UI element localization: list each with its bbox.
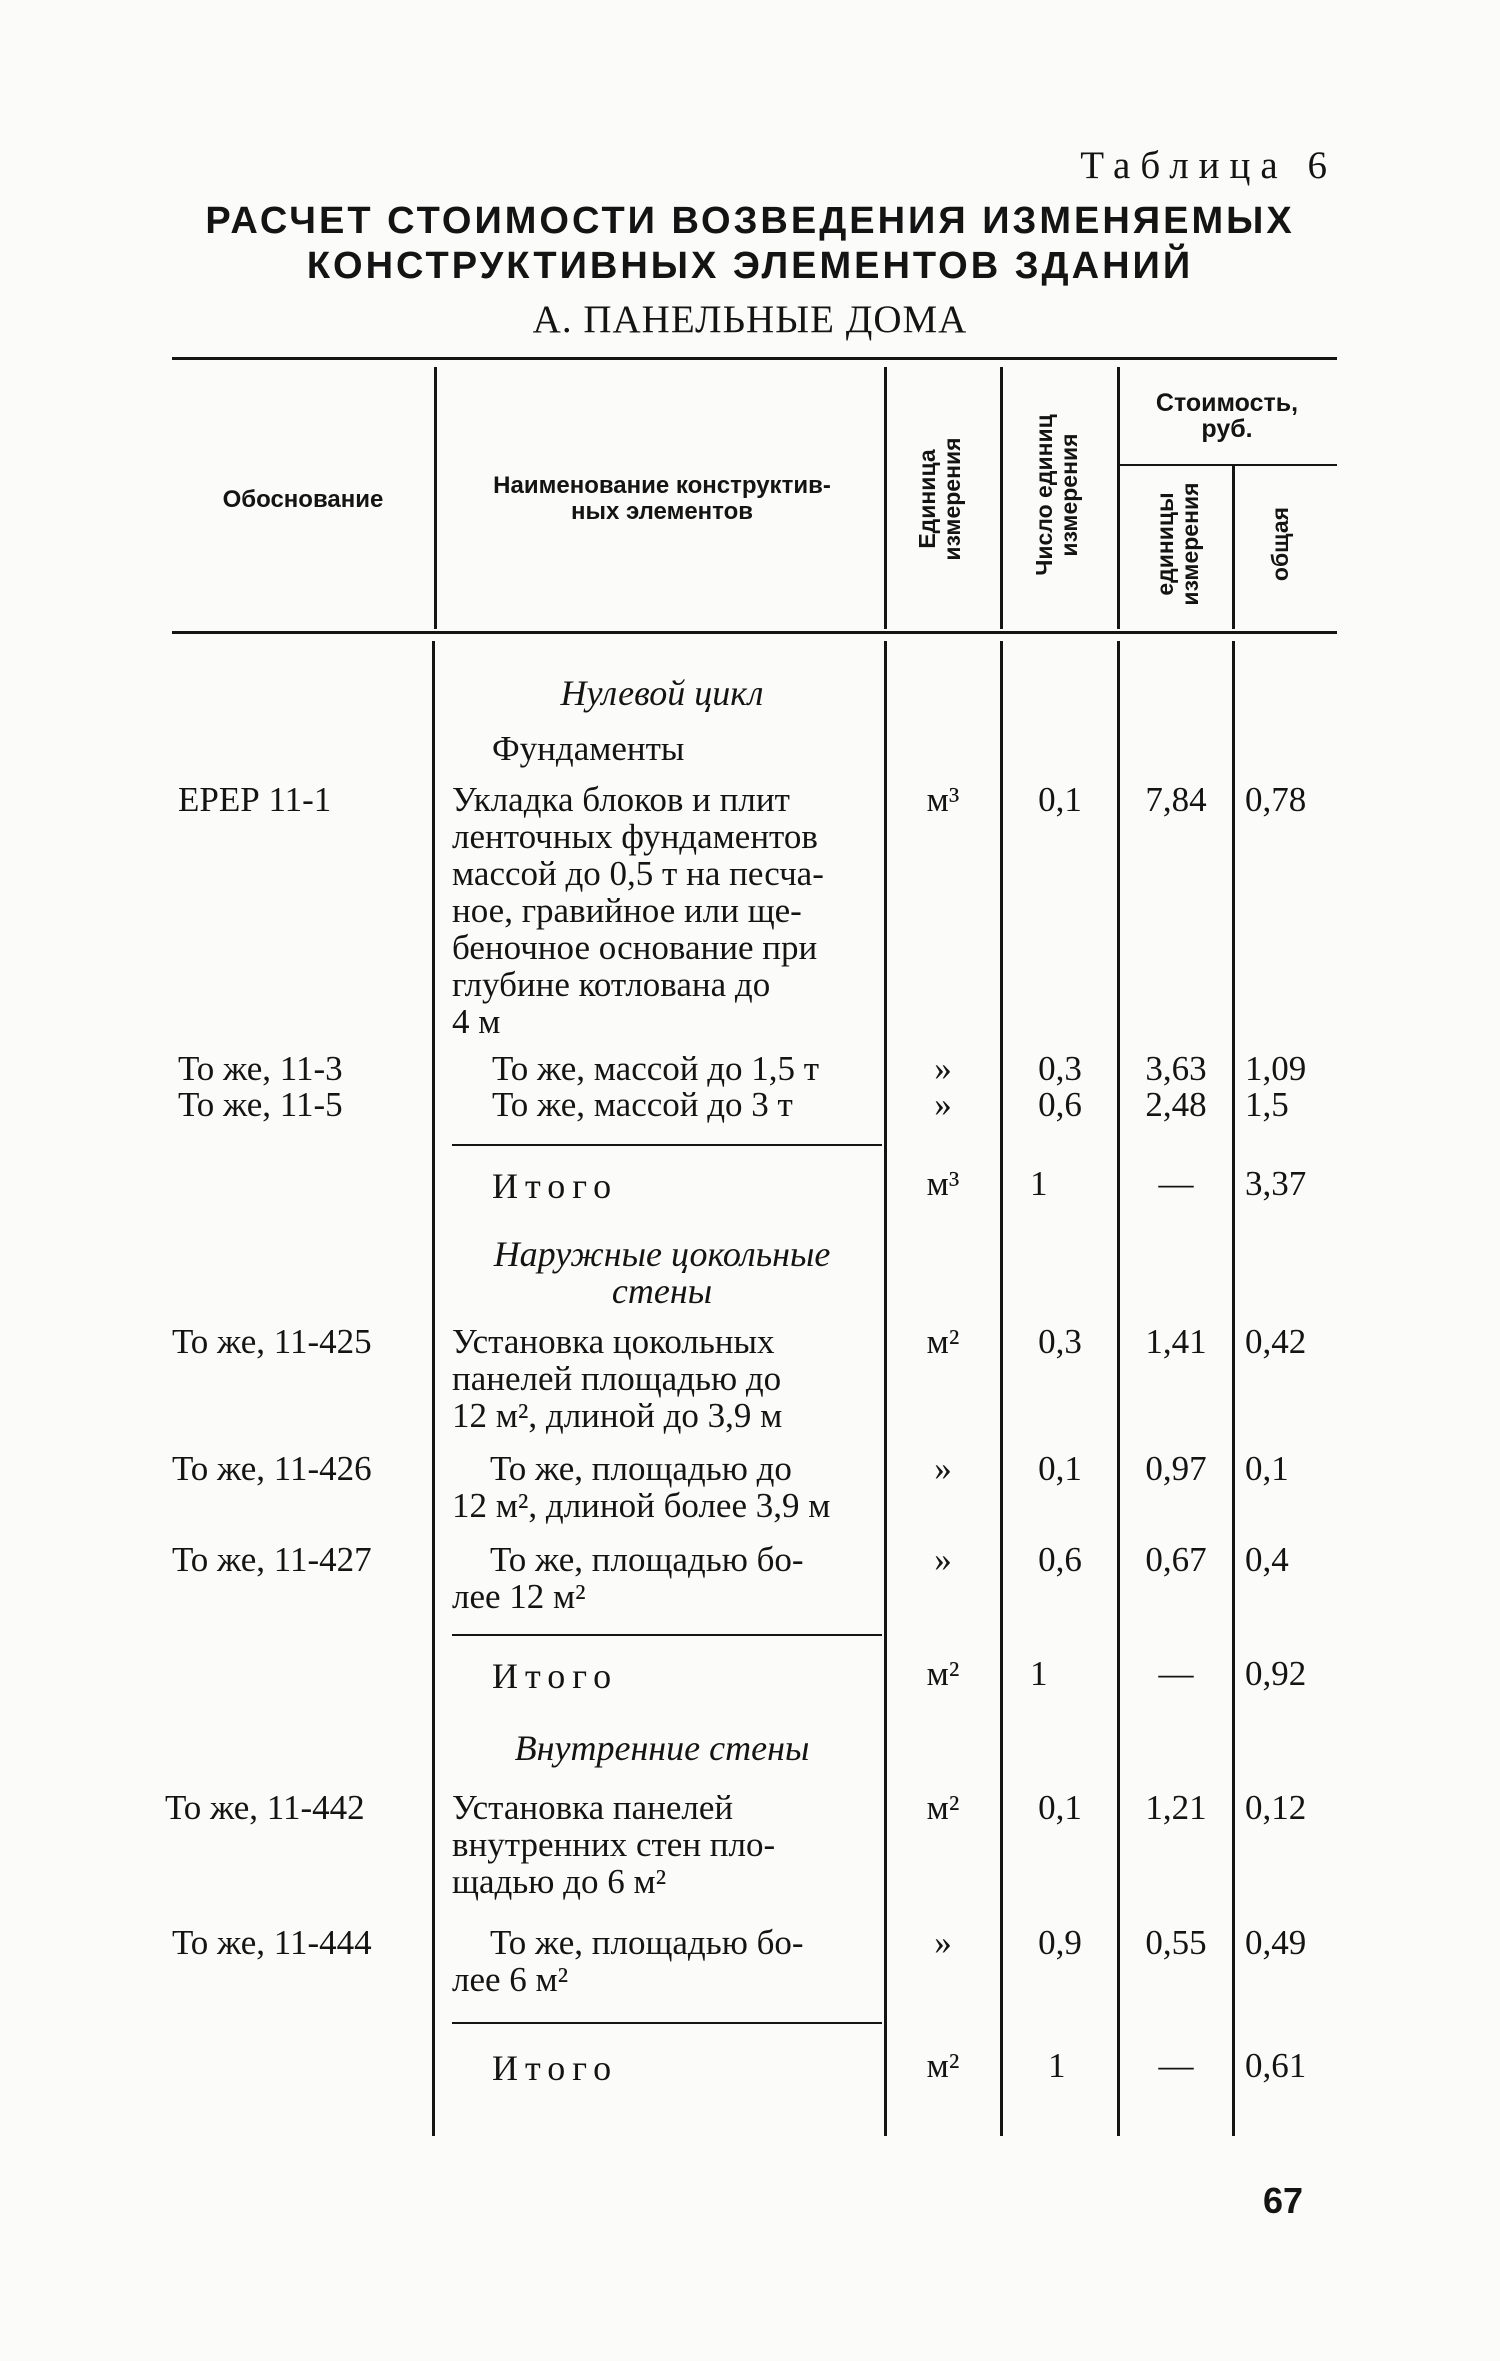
subtotal-rule-2 <box>452 1634 882 1636</box>
subtotal-rule-1 <box>452 1144 882 1146</box>
row-basis: То же, 11-427 <box>172 1540 372 1579</box>
header-bottom-rule <box>172 631 1337 634</box>
row-unit-cost: 1,41 <box>1145 1322 1207 1361</box>
header-divider-3 <box>1000 367 1003 629</box>
row-name <box>452 781 874 1040</box>
row-name-line: Установка панелей <box>452 1788 734 1827</box>
row-count: 0,6 <box>1038 1540 1082 1579</box>
section-plinth-walls <box>440 1236 884 1310</box>
page-number: 67 <box>1263 2180 1304 2221</box>
row-unit: » <box>934 1049 952 1088</box>
row-unit-cost: 7,84 <box>1145 780 1207 819</box>
subtotal-label: Итого <box>492 2048 619 2088</box>
section-plinth-walls-line-1: Наружные цокольные <box>493 1234 831 1274</box>
row-unit: м² <box>926 1322 960 1361</box>
subtotal-unit: м³ <box>926 1164 960 1203</box>
table-title-line-2: КОНСТРУКТИВНЫХ ЭЛЕМЕНТОВ ЗДАНИЙ <box>306 245 1194 287</box>
section-plinth-walls-line-2: стены <box>611 1271 713 1311</box>
subtotal-count: 1 <box>1030 1164 1048 1203</box>
table-subtitle: А. ПАНЕЛЬНЫЕ ДОМА <box>532 298 968 341</box>
section-inner-walls: Внутренние стены <box>514 1728 810 1768</box>
row-name <box>452 1323 874 1434</box>
row-unit-cost: 1,21 <box>1145 1788 1207 1827</box>
row-name <box>452 1924 874 1998</box>
row-name-line: 12 м², длиной до 3,9 м <box>452 1396 783 1435</box>
row-count: 0,3 <box>1038 1322 1082 1361</box>
row-unit-cost: 0,67 <box>1145 1540 1207 1579</box>
row-unit: » <box>934 1449 952 1488</box>
row-unit: » <box>934 1085 952 1124</box>
row-unit: м³ <box>926 780 960 819</box>
row-name-line: То же, площадью бо- <box>490 1923 804 1962</box>
subtotal-label: Итого <box>492 1656 619 1696</box>
row-basis: То же, 11-425 <box>172 1322 372 1361</box>
body-divider-1 <box>432 641 435 2136</box>
section-foundations: Фундаменты <box>492 729 685 768</box>
subtotal-total: 3,37 <box>1245 1164 1307 1203</box>
row-name-line: Укладка блоков и плит <box>452 780 790 819</box>
row-name-line: лее 6 м² <box>452 1960 569 1999</box>
row-name: То же, массой до 1,5 т <box>492 1049 820 1088</box>
row-name-line: массой до 0,5 т на песча- <box>452 854 824 893</box>
row-name-line: панелей площадью до <box>452 1359 782 1398</box>
row-basis: То же, 11-444 <box>172 1923 372 1962</box>
cost-header-rule <box>1117 464 1337 466</box>
subtotal-unit: м² <box>926 2046 960 2085</box>
header-unit-line-1: Единица <box>914 449 940 549</box>
row-count: 0,3 <box>1038 1049 1082 1088</box>
section-zero-cycle: Нулевой цикл <box>560 673 764 713</box>
header-unit-cost <box>1153 469 1207 619</box>
row-unit-cost: 0,97 <box>1145 1449 1207 1488</box>
row-basis: То же, 11-3 <box>178 1049 343 1088</box>
subtotal-unit: м² <box>926 1654 960 1693</box>
row-basis: То же, 11-5 <box>178 1085 343 1124</box>
row-name-line: щадью до 6 м² <box>452 1862 667 1901</box>
header-count-line-2: измерения <box>1056 433 1082 557</box>
subtotal-count: 1 <box>1030 1654 1048 1693</box>
row-total: 1,5 <box>1245 1085 1289 1124</box>
row-unit: » <box>934 1540 952 1579</box>
row-name-line: Установка цокольных <box>452 1322 775 1361</box>
row-name <box>452 1789 874 1900</box>
row-name <box>452 1450 874 1524</box>
row-unit-cost: 2,48 <box>1145 1085 1207 1124</box>
body-divider-3 <box>1000 641 1003 2136</box>
row-total: 0,49 <box>1245 1923 1307 1962</box>
header-unit-cost-line-2: измерения <box>1177 482 1203 606</box>
header-count <box>1032 375 1086 615</box>
row-basis: То же, 11-442 <box>165 1788 365 1827</box>
body-divider-5 <box>1232 641 1235 2136</box>
row-name-line: глубине котлована до <box>452 965 771 1004</box>
row-name-line: 12 м², длиной более 3,9 м <box>452 1486 831 1525</box>
header-divider-1 <box>434 367 437 629</box>
row-name-line: 4 м <box>452 1002 501 1041</box>
row-count: 0,6 <box>1038 1085 1082 1124</box>
subtotal-rule-3 <box>452 2022 882 2024</box>
row-name-line: ное, гравийное или ще- <box>452 891 802 930</box>
subtotal-label: Итого <box>492 1166 619 1206</box>
row-total: 0,42 <box>1245 1322 1307 1361</box>
header-count-line-1: Число единиц <box>1031 414 1057 576</box>
row-unit: м² <box>926 1788 960 1827</box>
header-unit-line-2: измерения <box>939 437 965 561</box>
row-total: 0,12 <box>1245 1788 1307 1827</box>
subtotal-count: 1 <box>1048 2046 1066 2085</box>
row-name-line: То же, площадью бо- <box>490 1540 804 1579</box>
table-caption: Таблица 6 <box>1080 144 1337 187</box>
header-name <box>440 473 884 525</box>
header-unit-cost-line-1: единицы <box>1152 492 1178 596</box>
row-total: 0,78 <box>1245 780 1307 819</box>
row-unit-cost: 3,63 <box>1145 1049 1207 1088</box>
row-name: То же, массой до 3 т <box>492 1085 793 1124</box>
row-count: 0,1 <box>1038 1449 1082 1488</box>
header-unit <box>915 399 969 599</box>
subtotal-unit-cost: — <box>1158 1654 1194 1693</box>
row-basis: ЕРЕР 11-1 <box>178 780 332 819</box>
body-divider-2 <box>884 641 887 2136</box>
row-count: 0,1 <box>1038 780 1082 819</box>
header-divider-2 <box>884 367 887 629</box>
header-name-line-2: ных элементов <box>570 498 754 525</box>
header-total: общая <box>1267 506 1293 582</box>
row-total: 0,1 <box>1245 1449 1289 1488</box>
header-name-line-1: Наименование конструктив- <box>493 472 831 499</box>
header-cost <box>1117 390 1337 442</box>
row-unit-cost: 0,55 <box>1145 1923 1207 1962</box>
subtotal-total: 0,61 <box>1245 2046 1307 2085</box>
header-divider-5 <box>1232 466 1235 629</box>
row-name <box>452 1541 874 1615</box>
row-basis: То же, 11-426 <box>172 1449 372 1488</box>
row-name-line: внутренних стен пло- <box>452 1825 776 1864</box>
subtotal-unit-cost: — <box>1158 1164 1194 1203</box>
row-unit: » <box>934 1923 952 1962</box>
row-count: 0,9 <box>1038 1923 1082 1962</box>
row-total: 0,4 <box>1245 1540 1289 1579</box>
row-name-line: беночное основание при <box>452 928 818 967</box>
table-title-line-1: РАСЧЕТ СТОИМОСТИ ВОЗВЕДЕНИЯ ИЗМЕНЯЕМЫХ <box>205 200 1295 242</box>
subtotal-total: 0,92 <box>1245 1654 1307 1693</box>
header-cost-line-2: руб. <box>1201 415 1253 443</box>
header-cost-line-1: Стоимость, <box>1155 389 1299 417</box>
row-count: 0,1 <box>1038 1788 1082 1827</box>
subtotal-unit-cost: — <box>1158 2046 1194 2085</box>
row-name-line: То же, площадью до <box>490 1449 792 1488</box>
row-total: 1,09 <box>1245 1049 1307 1088</box>
row-name-line: лее 12 м² <box>452 1577 586 1616</box>
row-name-line: ленточных фундаментов <box>452 817 818 856</box>
header-basis: Обоснование <box>222 486 384 513</box>
body-divider-4 <box>1117 641 1120 2136</box>
table-top-rule <box>172 357 1337 360</box>
